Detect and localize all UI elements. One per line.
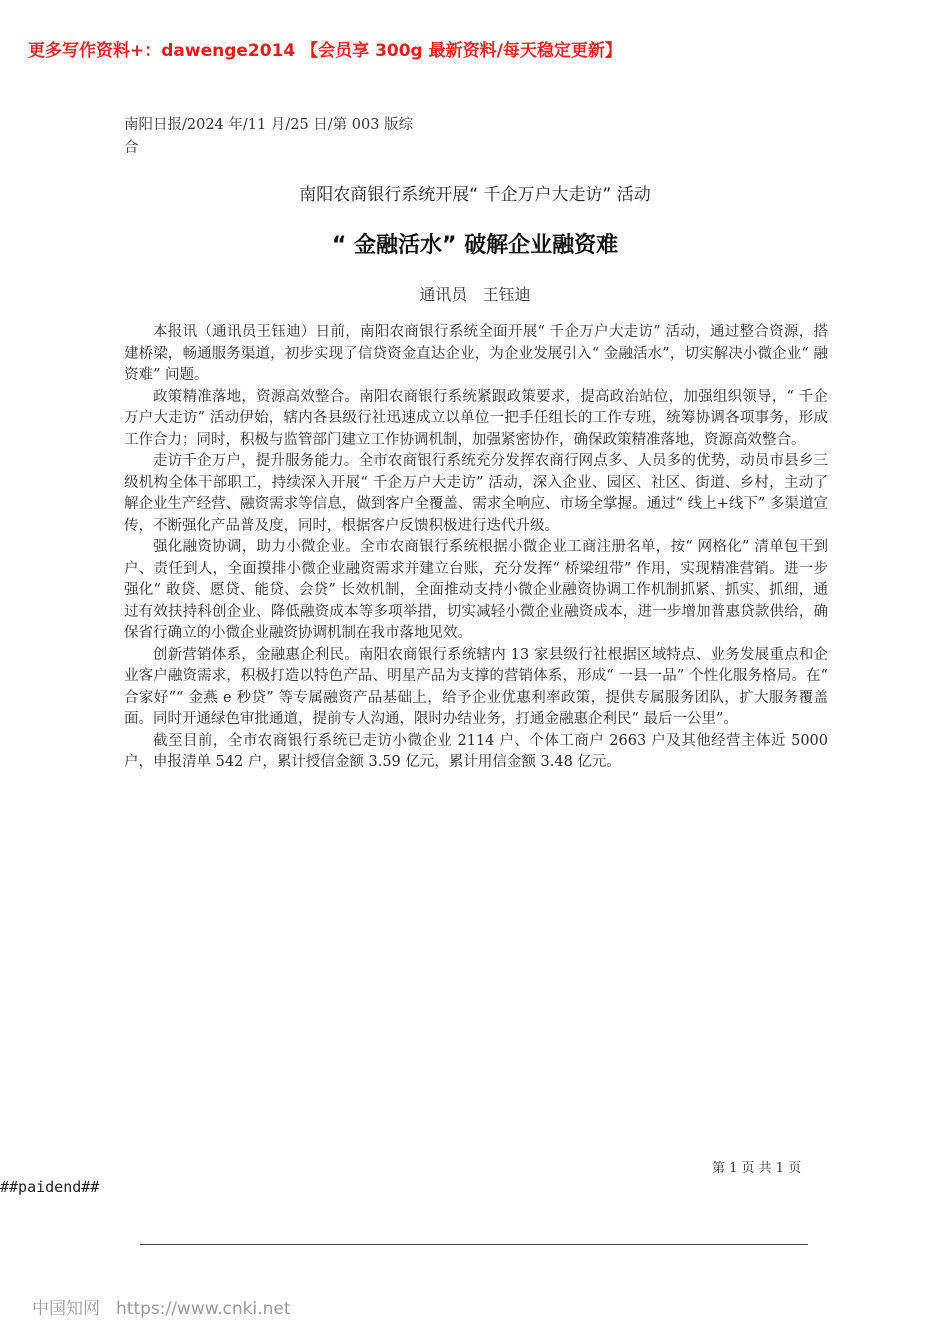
- article-paragraph: 走访千企万户，提升服务能力。全市农商银行系统充分发挥农商行网点多、人员多的优势，动员市县乡三级机构全体干部职工，持续深入开展“ 千企万户大走访” 活动，深入企业、园区、社区、街道、乡村，主动了解企业生产经营、融资需求等信息，做到客户全覆盖、需求全响应、市场全掌握。通过“ 线上+线下” 多渠道宣传，不断强化产品普及度，同时，根据客户反馈积极进行迭代升级。: [124, 453, 828, 534]
- footer-brand: 中国知网: [32, 1299, 100, 1319]
- article-paragraph: 强化融资协调，助力小微企业。全市农商银行系统根据小微企业工商注册名单，按“ 网格化” 清单包干到户、责任到人，全面摸排小微企业融资需求并建立台账，充分发挥“ 桥梁纽带” 作用，实现精准营销。进一步强化“ 敢贷、愿贷、能贷、会贷” 长效机制，全面推动支持小微企业融资协调工作机制抓紧、抓实、抓细，通过有效扶持科创企业、降低融资成本等多项举措，切实减轻小微企业融资成本，进一步增加普惠贷款供给，确保省行确立的小微企业融资协调机制在我市落地见效。: [124, 539, 828, 641]
- article-paragraph: 政策精准落地，资源高效整合。南阳农商银行系统紧跟政策要求，提高政治站位，加强组织领导，“ 千企万户大走访” 活动伊始，辖内各县级行社迅速成立以单位一把手任组长的工作专班，统筹协调各项事务，形成工作合力；同时，积极与监管部门建立工作协调机制，加强紧密协作，确保政策精准落地，资源高效整合。: [124, 388, 828, 448]
- source-line: 南阳日报/2024 年/11 月/25 日/第 003 版综合: [124, 117, 414, 156]
- paid-end-marker: ##paidend##: [0, 1178, 100, 1196]
- article-paragraph: 创新营销体系，金融惠企利民。南阳农商银行系统辖内 13 家县级行社根据区域特点、业务发展重点和企业客户融资需求，积极打造以特色产品、明星产品为支撑的营销体系，形成“ 一县一品” 个性化服务格局。在“ 合家好”“ 金燕 e 秒贷” 等专属融资产品基础上，给予企业优惠利率政策，提供专属服务团队，扩大服务覆盖面。同时开通绿色审批通道，提前专人沟通，限时办结业务，打通金融惠企利民“ 最后一公里”。: [124, 646, 828, 727]
- footer-watermark: [32, 1294, 290, 1319]
- article-byline: 通讯员 王钰迪: [419, 285, 531, 304]
- article-headline: “ 金融活水” 破解企业融资难: [331, 233, 619, 258]
- page-number: 第 1 页 共 1 页: [712, 1161, 802, 1176]
- article-body: [124, 322, 828, 774]
- promo-banner: 更多写作资料+：dawenge2014 【会员享 300g 最新资料/每天稳定更新】: [28, 41, 622, 61]
- article-paragraph: 截至目前，全市农商银行系统已走访小微企业 2114 户、个体工商户 2663 户及其他经营主体近 5000 户，申报清单 542 户，累计授信金额 3.59 亿元，累计用信金额 3.48 亿元。: [124, 732, 828, 770]
- footer-url[interactable]: https://www.cnki.net: [116, 1299, 291, 1319]
- article-kicker: 南阳农商银行系统开展“ 千企万户大走访” 活动: [299, 185, 651, 205]
- footer-divider: [140, 1244, 808, 1245]
- article-paragraph: 本报讯（通讯员王钰迪）日前，南阳农商银行系统全面开展“ 千企万户大走访” 活动，通过整合资源，搭建桥梁，畅通服务渠道，初步实现了信贷资金直达企业，为企业发展引入“ 金融活水”，切实解决小微企业“ 融资难” 问题。: [124, 324, 828, 383]
